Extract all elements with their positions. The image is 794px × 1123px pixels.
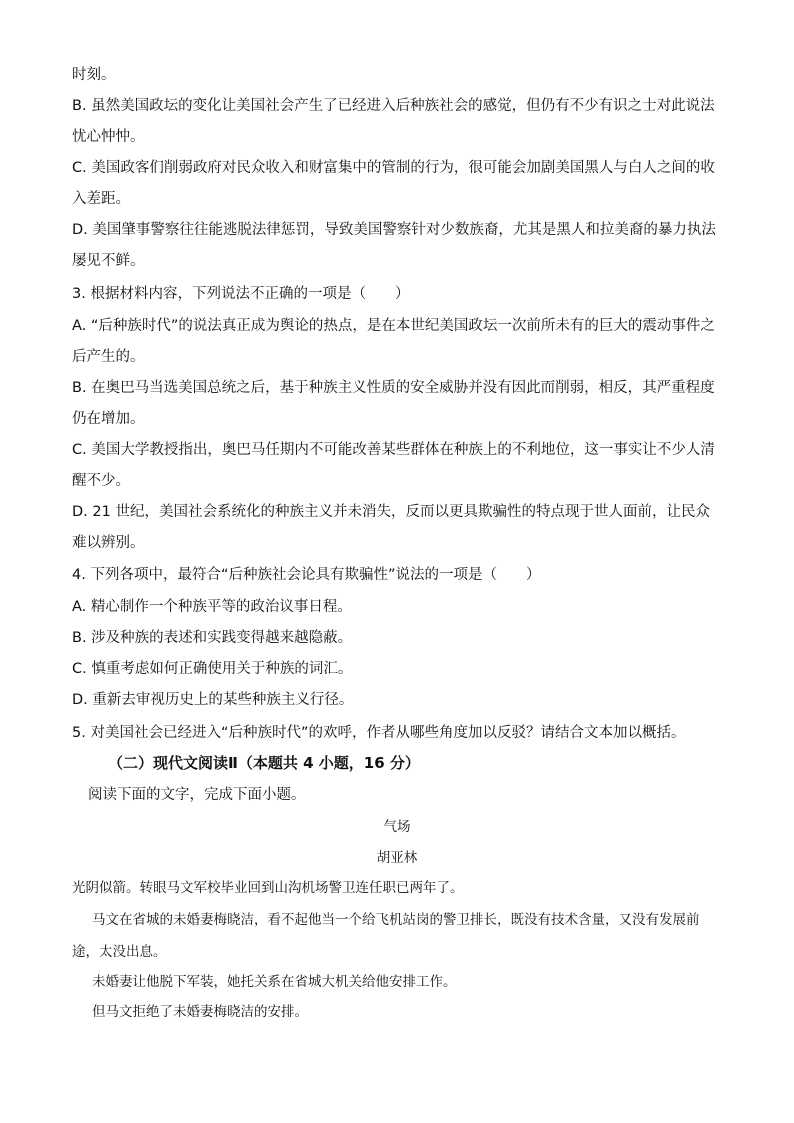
option-3b: B. 在奥巴马当选美国总统之后，基于种族主义性质的安全威胁并没有因此而削弱，相反，其严重程度仍在增加。 xyxy=(72,380,715,427)
story-paragraph: 但马文拒绝了未婚妻梅晓洁的安排。 xyxy=(92,1004,308,1020)
story-paragraph: 光阴似箭。转眼马文军校毕业回到山沟机场警卫连任职已两年了。 xyxy=(72,880,464,896)
option-4a: A. 精心制作一个种族平等的政治议事日程。 xyxy=(72,599,352,615)
story-title: 气场 xyxy=(383,819,411,835)
option-3d: D. 21 世纪，美国社会系统化的种族主义并未消失，反而以更具欺骗性的特点现于世人面前，让民众难以辨别。 xyxy=(72,504,710,551)
line-continuation: 时刻。 xyxy=(72,67,116,83)
option-4b: B. 涉及种族的表述和实践变得越来越隐蔽。 xyxy=(72,630,353,646)
question-5: 5. 对美国社会已经进入“后种族时代”的欢呼，作者从哪些角度加以反驳？请结合文本加以概括。 xyxy=(72,725,686,741)
story-author: 胡亚林 xyxy=(376,850,418,866)
question-4: 4. 下列各项中，最符合“后种族社会论具有欺骗性”说法的一项是（ ） xyxy=(72,567,541,583)
reading-instruction: 阅读下面的文字，完成下面小题。 xyxy=(88,787,306,803)
option-3a: A. “后种族时代”的说法真正成为舆论的热点，是在本世纪美国政坛一次前所未有的巨大的震动事件之后产生的。 xyxy=(72,318,715,365)
option-4d: D. 重新去审视历史上的某些种族主义行径。 xyxy=(72,692,354,708)
section-heading: （二）现代文阅读Ⅱ（本题共 4 小题，16 分） xyxy=(108,754,420,772)
story-paragraph: 未婚妻让他脱下军装，她托关系在省城大机关给他安排工作。 xyxy=(92,974,457,990)
option-3c: C. 美国大学教授指出，奥巴马任期内不可能改善某些群体在种族上的不利地位，这一事实让不少人清醒不少。 xyxy=(72,442,715,489)
story-paragraph: 马文在省城的未婚妻梅晓洁，看不起他当一个给飞机站岗的警卫排长，既没有技术含量，又没有发展前途，太没出息。 xyxy=(72,912,700,960)
option-2b: B. 虽然美国政坛的变化让美国社会产生了已经进入后种族社会的感觉，但仍有不少有识之士对此说法忧心忡忡。 xyxy=(72,98,715,145)
option-2d: D. 美国肇事警察往往能逃脱法律惩罚，导致美国警察针对少数族裔，尤其是黑人和拉美裔的暴力执法屡见不鲜。 xyxy=(72,222,716,269)
option-2c: C. 美国政客们削弱政府对民众收入和财富集中的管制的行为，很可能会加剧美国黑人与白人之间的收入差距。 xyxy=(72,160,715,207)
question-3: 3. 根据材料内容，下列说法不正确的一项是（ ） xyxy=(72,286,410,302)
option-4c: C. 慎重考虑如何正确使用关于种族的词汇。 xyxy=(72,661,353,677)
